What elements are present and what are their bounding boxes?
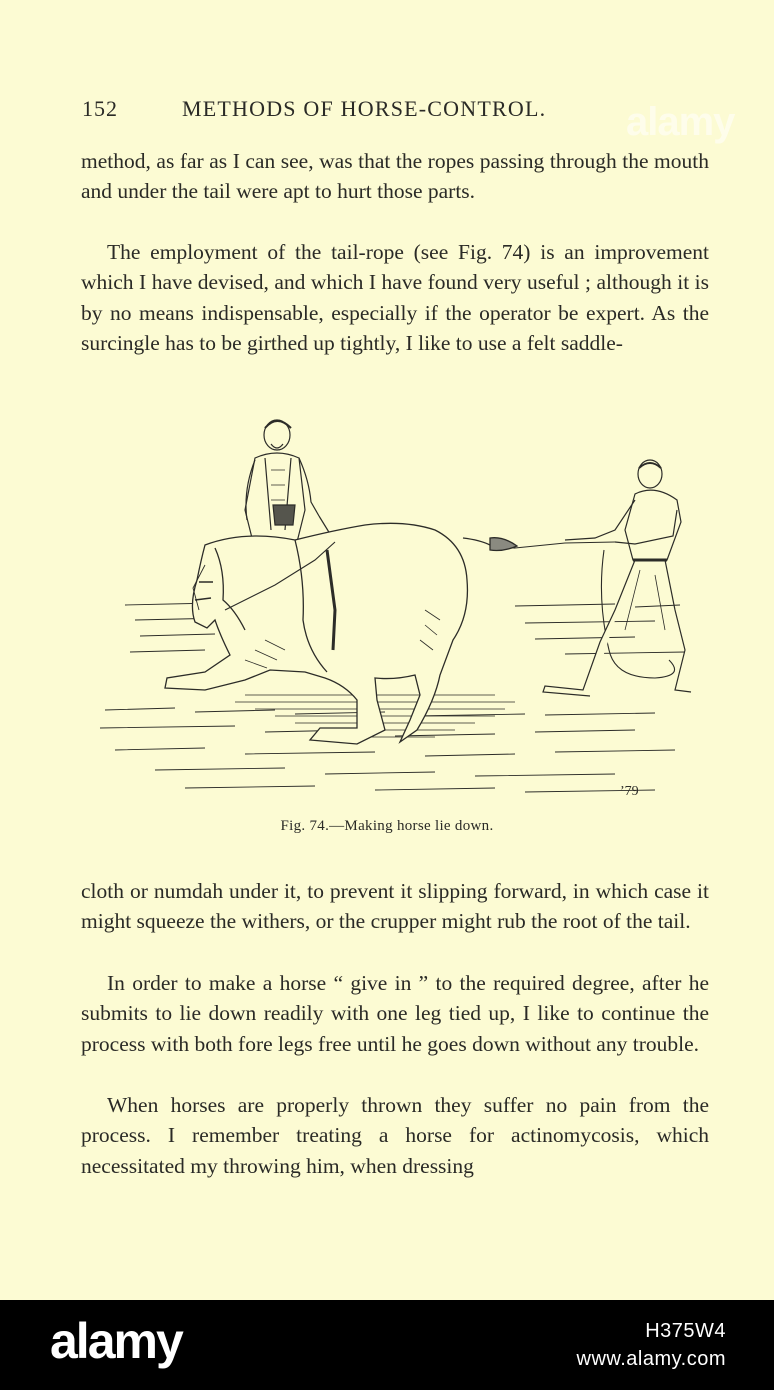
man-left-figure xyxy=(245,420,335,550)
alamy-logo: alamy xyxy=(50,1313,182,1369)
figure-caption: Fig. 74.—Making horse lie down. xyxy=(280,818,494,834)
watermark-bar xyxy=(0,1300,774,1390)
paragraph-give-in: In order to make a horse “ give in ” to the required degree, after he submits to lie down readily with one leg tied up, I like to continue the process with both fore legs free until he goes down without any trouble. xyxy=(81,971,709,1056)
artist-monogram: ’79 xyxy=(620,784,639,799)
running-head xyxy=(80,96,710,126)
paragraph-tail-rope: The employment of the tail-rope (see Fig. 74) is an improvement which I have devised, and which I have found very useful ; although it is by no means indispensable, especially if the operator be expert. As the surcingle has to be girthed up tightly, I like to use a felt saddle- xyxy=(81,240,709,355)
paragraph-continued: method, as far as I can see, was that the ropes passing through the mouth and under the tail were apt to hurt those parts. xyxy=(81,149,709,204)
running-head-title: METHODS OF HORSE-CONTROL. xyxy=(182,96,547,121)
watermark-faint: alamy xyxy=(626,100,735,144)
figure-illustration xyxy=(95,410,695,810)
page-number: 152 xyxy=(82,96,118,121)
image-id: H375W4 xyxy=(645,1320,726,1342)
paragraph-numdah: cloth or numdah under it, to prevent it slipping forward, in which case it might squeeze the withers, or the crupper might rub the root of the tail. xyxy=(81,879,709,934)
horse-lie-down-engraving xyxy=(95,410,695,810)
stock-url: www.alamy.com xyxy=(576,1348,726,1370)
paragraph-thrown: When horses are properly thrown they suffer no pain from the process. I remember treating a horse for actinomycosis, which necessitated my throwing him, when dressing xyxy=(81,1093,709,1178)
horse-figure xyxy=(165,523,517,744)
man-right-figure xyxy=(543,460,691,696)
